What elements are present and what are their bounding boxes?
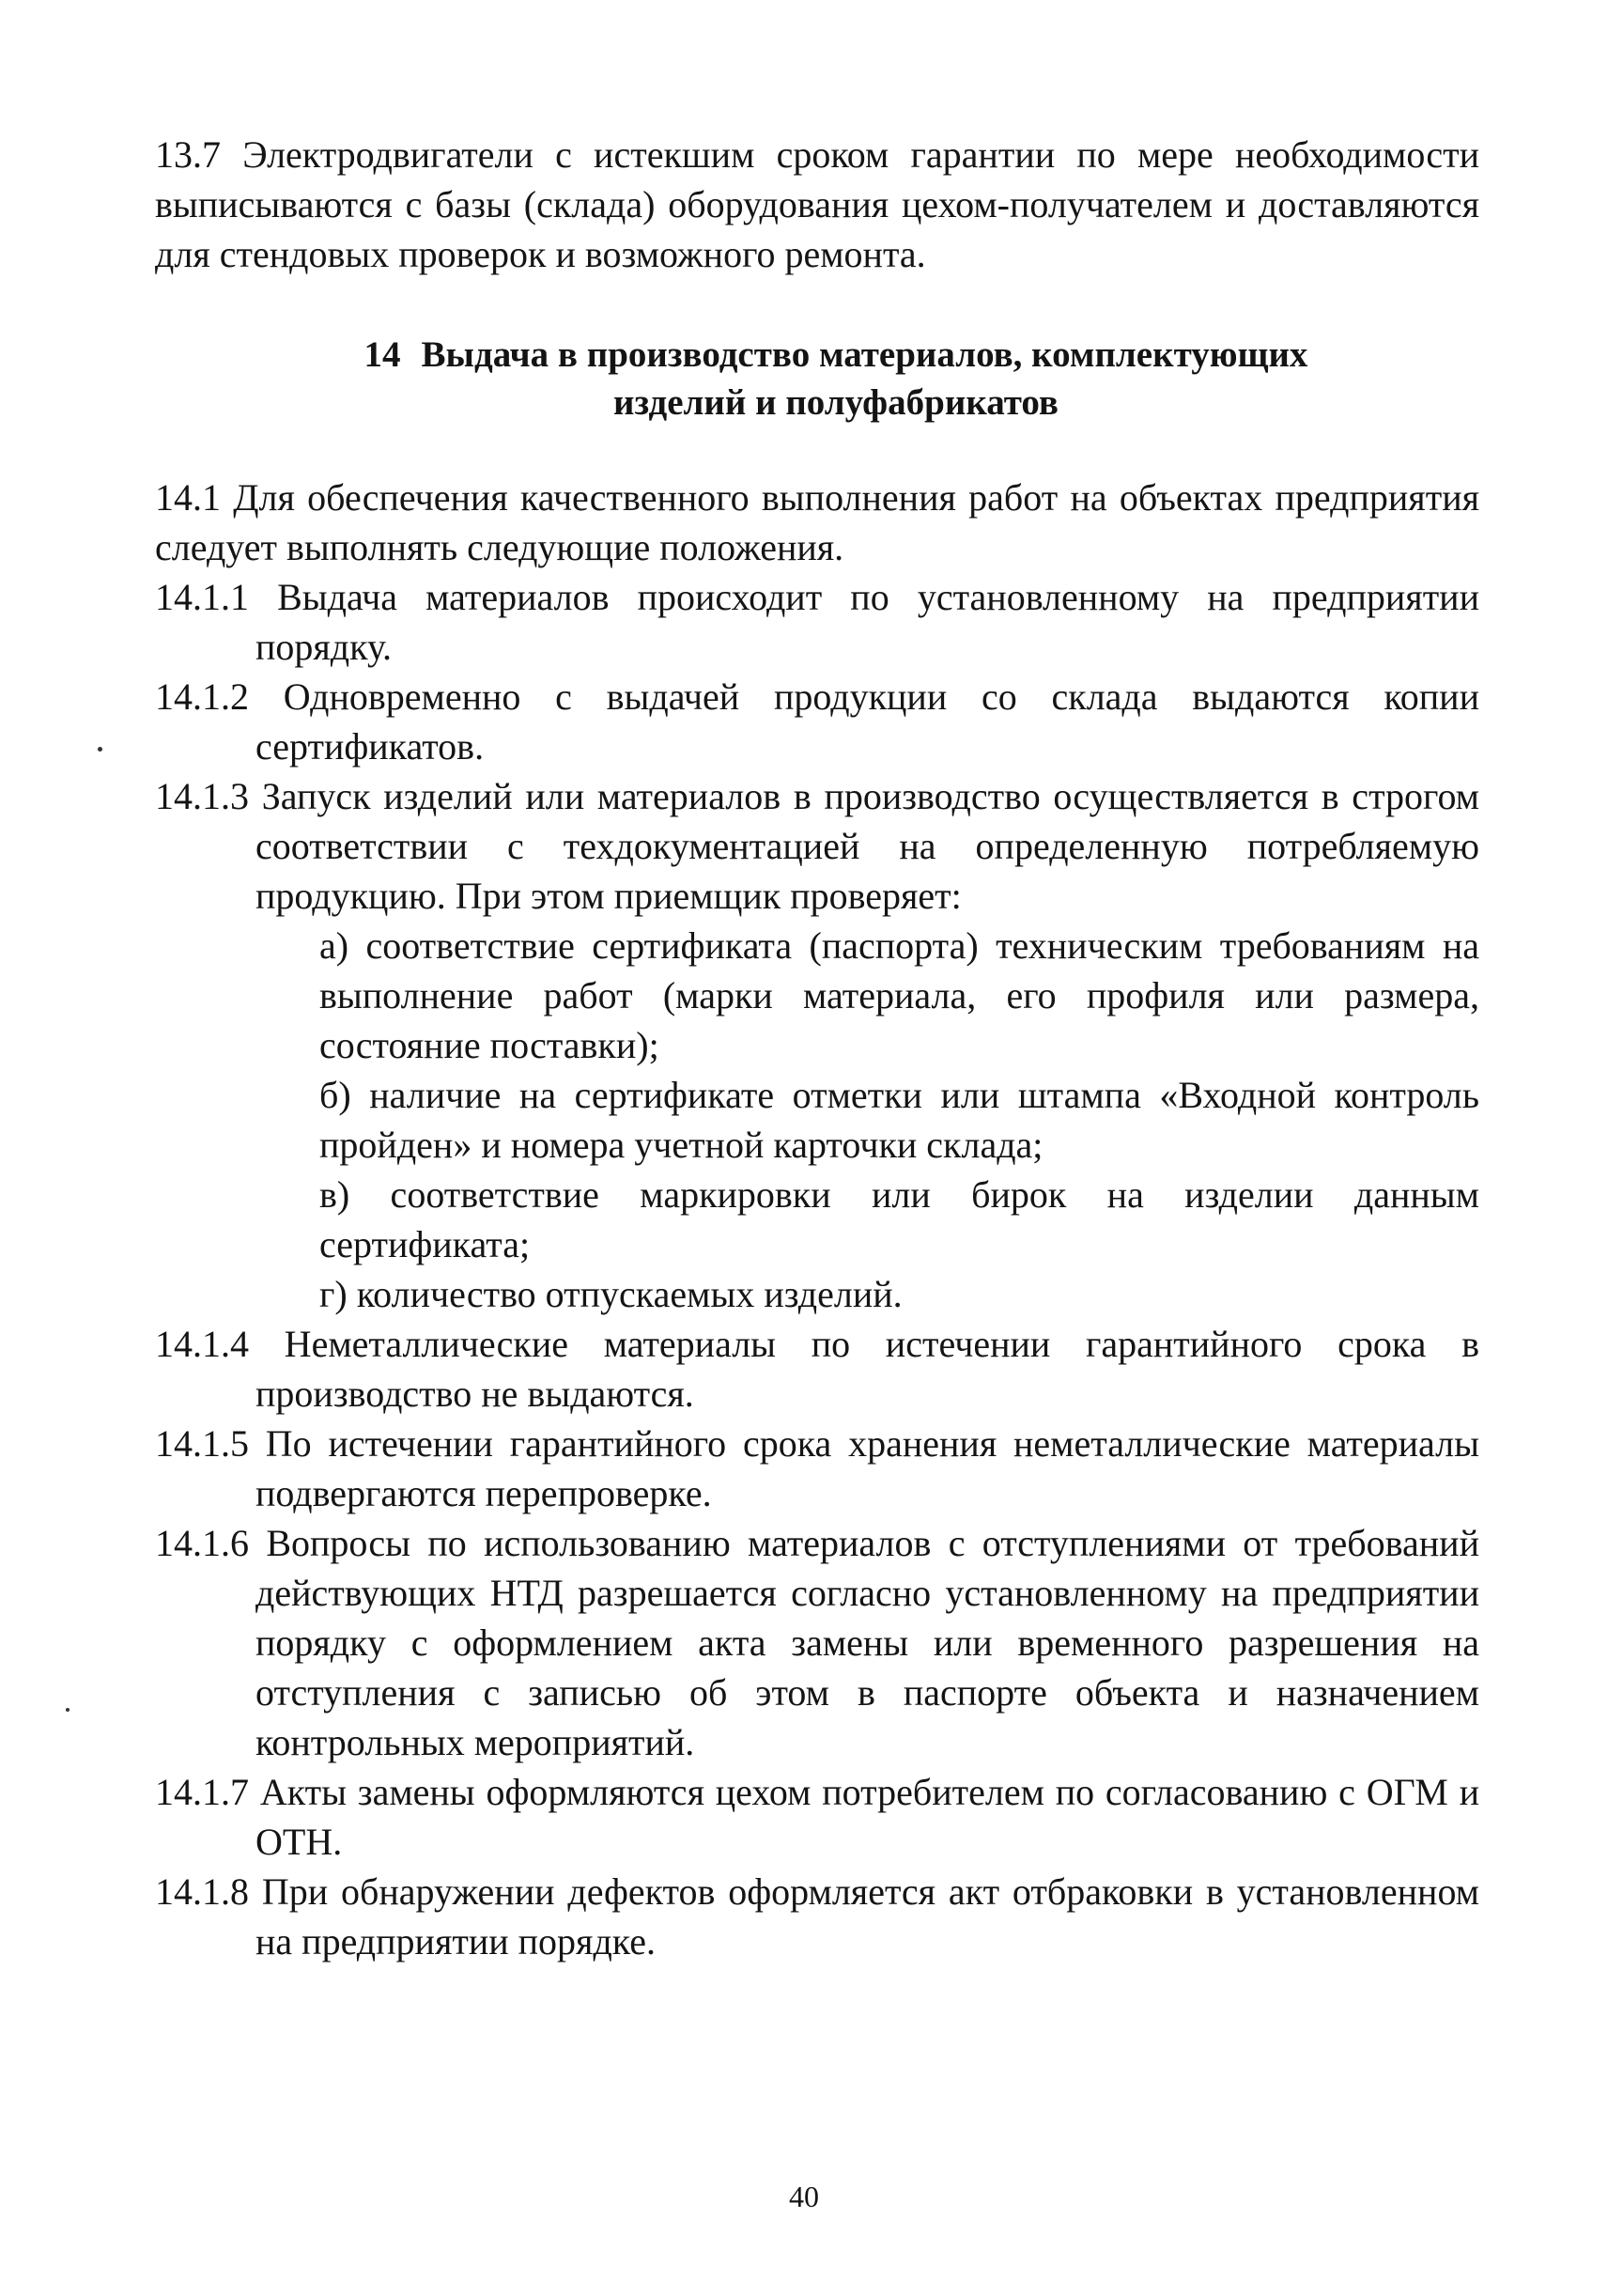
paragraph-14-1: 14.1 Для обеспечения качественного выполнения работ на объектах предприятия следует выполнять следующие положения. [155, 476, 1479, 568]
section-14-title-line1: Выдача в производство материалов, комплектующих [421, 334, 1308, 375]
paragraph-14-1-4: 14.1.4 Неметаллические материалы по истечении гарантийного срока в производство не выдаются. [155, 1323, 1479, 1415]
paragraph-14-1-2: 14.1.2 Одновременно с выдачей продукции со склада выдаются копии сертификатов. [155, 675, 1479, 768]
paragraph-14-1-3: 14.1.3 Запуск изделий или материалов в производство осуществляется в строгом соответствии с техдокументацией на определенную потребляемую продукцию. При этом приемщик проверяет: [155, 775, 1479, 917]
scan-speck [66, 1708, 70, 1712]
paragraph-14-1-1: 14.1.1 Выдача материалов происходит по установленному на предприятии порядку. [155, 576, 1479, 668]
paragraph-13-7: 13.7 Электродвигатели с истекшим сроком гарантии по мере необходимости выписываются с базы (склада) оборудования цехом-получателем и доставляются для стендовых проверок и возможного ремонта. [155, 133, 1479, 275]
list-item-b: б) наличие на сертификате отметки или штампа «Входной контроль пройден» и номера учетной карточки склада; [319, 1074, 1479, 1166]
section-14-number: 14 [363, 334, 401, 375]
list-item-g: г) количество отпускаемых изделий. [319, 1273, 903, 1315]
list-item-v: в) соответствие маркировки или бирок на изделии данным сертификата; [319, 1173, 1479, 1265]
section-14-title-line2: изделий и полуфабрикатов [613, 382, 1059, 423]
scan-speck [98, 747, 102, 752]
paragraph-14-1-7: 14.1.7 Акты замены оформляются цехом потребителем по согласованию с ОГМ и ОТН. [155, 1771, 1479, 1863]
page-number: 40 [789, 2180, 819, 2213]
section-14-heading [155, 331, 1479, 427]
paragraph-14-1-5: 14.1.5 По истечении гарантийного срока хранения неметаллические материалы подвергаются перепроверке. [155, 1422, 1479, 1514]
paragraph-14-1-8: 14.1.8 При обнаружении дефектов оформляется акт отбраковки в установленном на предприятии порядке. [155, 1870, 1479, 1962]
document-page [155, 130, 1479, 1966]
paragraph-14-1-6: 14.1.6 Вопросы по использованию материалов с отступлениями от требований действующих НТД разрешается согласно установленному на предприятии порядку с оформлением акта замены или временного разрешения на отступления с записью об этом в паспорте объекта и назначением контрольных мероприятий. [155, 1522, 1479, 1763]
list-item-a: а) соответствие сертификата (паспорта) техническим требованиям на выполнение работ (марки материала, его профиля или размера, состояние поставки); [319, 924, 1479, 1066]
